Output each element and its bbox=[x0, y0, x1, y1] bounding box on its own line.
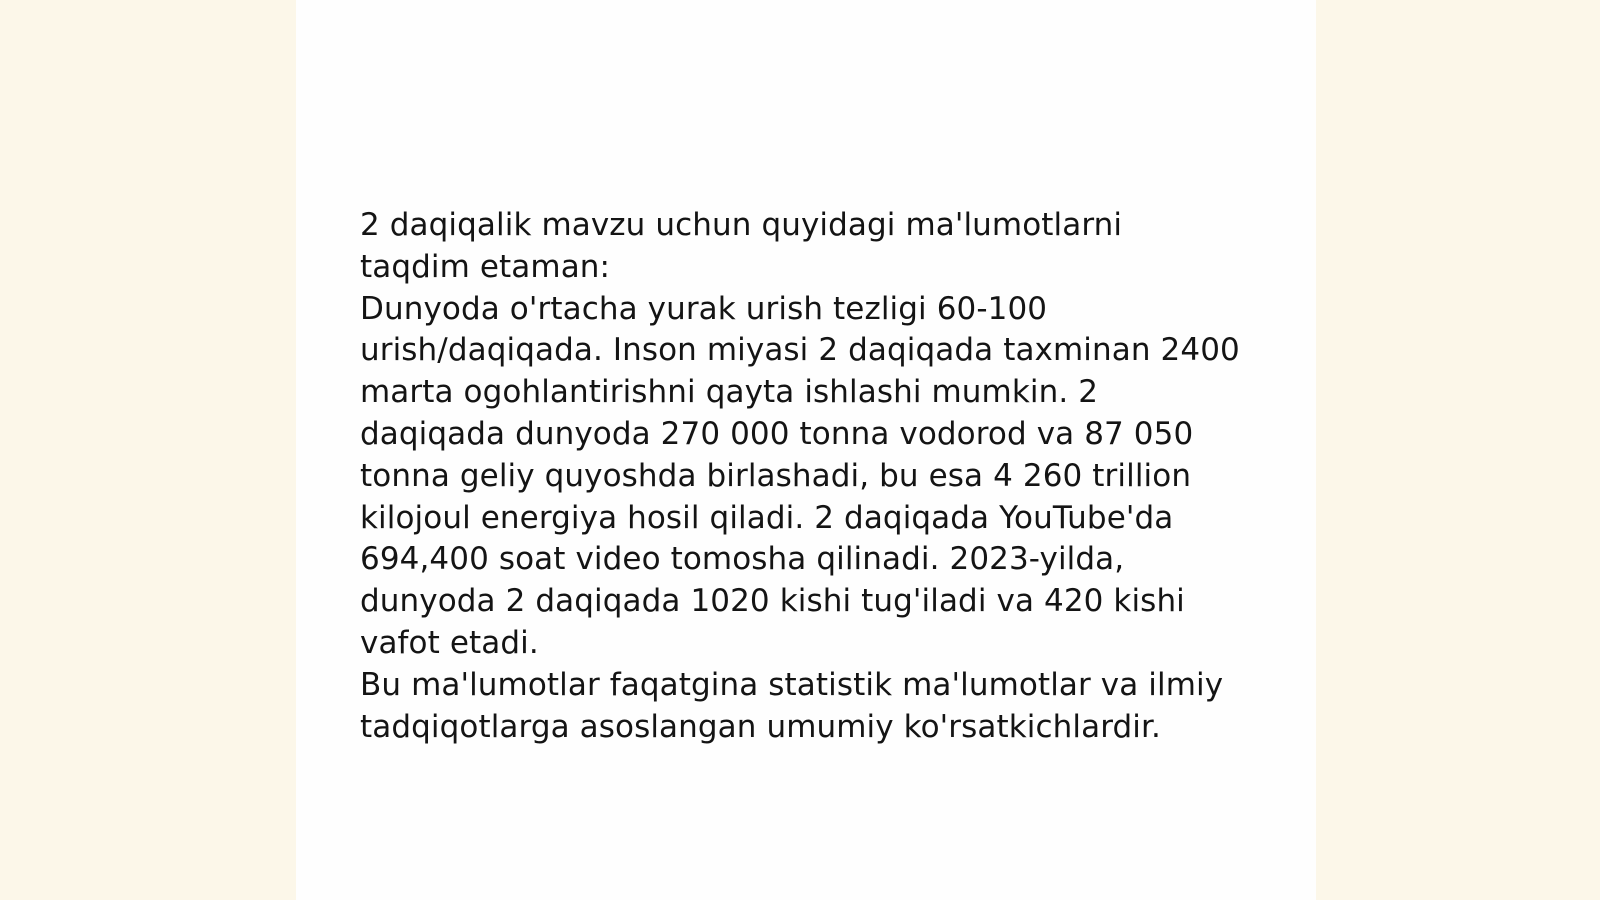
document-page bbox=[296, 0, 1316, 900]
document-body bbox=[360, 205, 1240, 748]
facts-paragraph: Dunyoda o'rtacha yurak urish tezligi 60-100 urish/daqiqada. Inson miyasi 2 daqiqada taxminan 2400 marta ogohlantirishni qayta ishlashi mumkin. 2 daqiqada dunyoda 270 000 tonna vodorod va 87 050 tonna geliy quyoshda birlashadi, bu esa 4 260 trillion kilojoul energiya hosil qiladi. 2 daqiqada YouTube'da 694,400 soat video tomosha qilinadi. 2023-yilda, dunyoda 2 daqiqada 1020 kishi tug'iladi va 420 kishi vafot etadi. bbox=[360, 290, 1240, 661]
conclusion-paragraph: Bu ma'lumotlar faqatgina statistik ma'lumotlar va ilmiy tadqiqotlarga asoslangan umumiy ko'rsatkichlardir. bbox=[360, 666, 1224, 745]
intro-paragraph: 2 daqiqalik mavzu uchun quyidagi ma'lumotlarni taqdim etaman: bbox=[360, 207, 1123, 285]
